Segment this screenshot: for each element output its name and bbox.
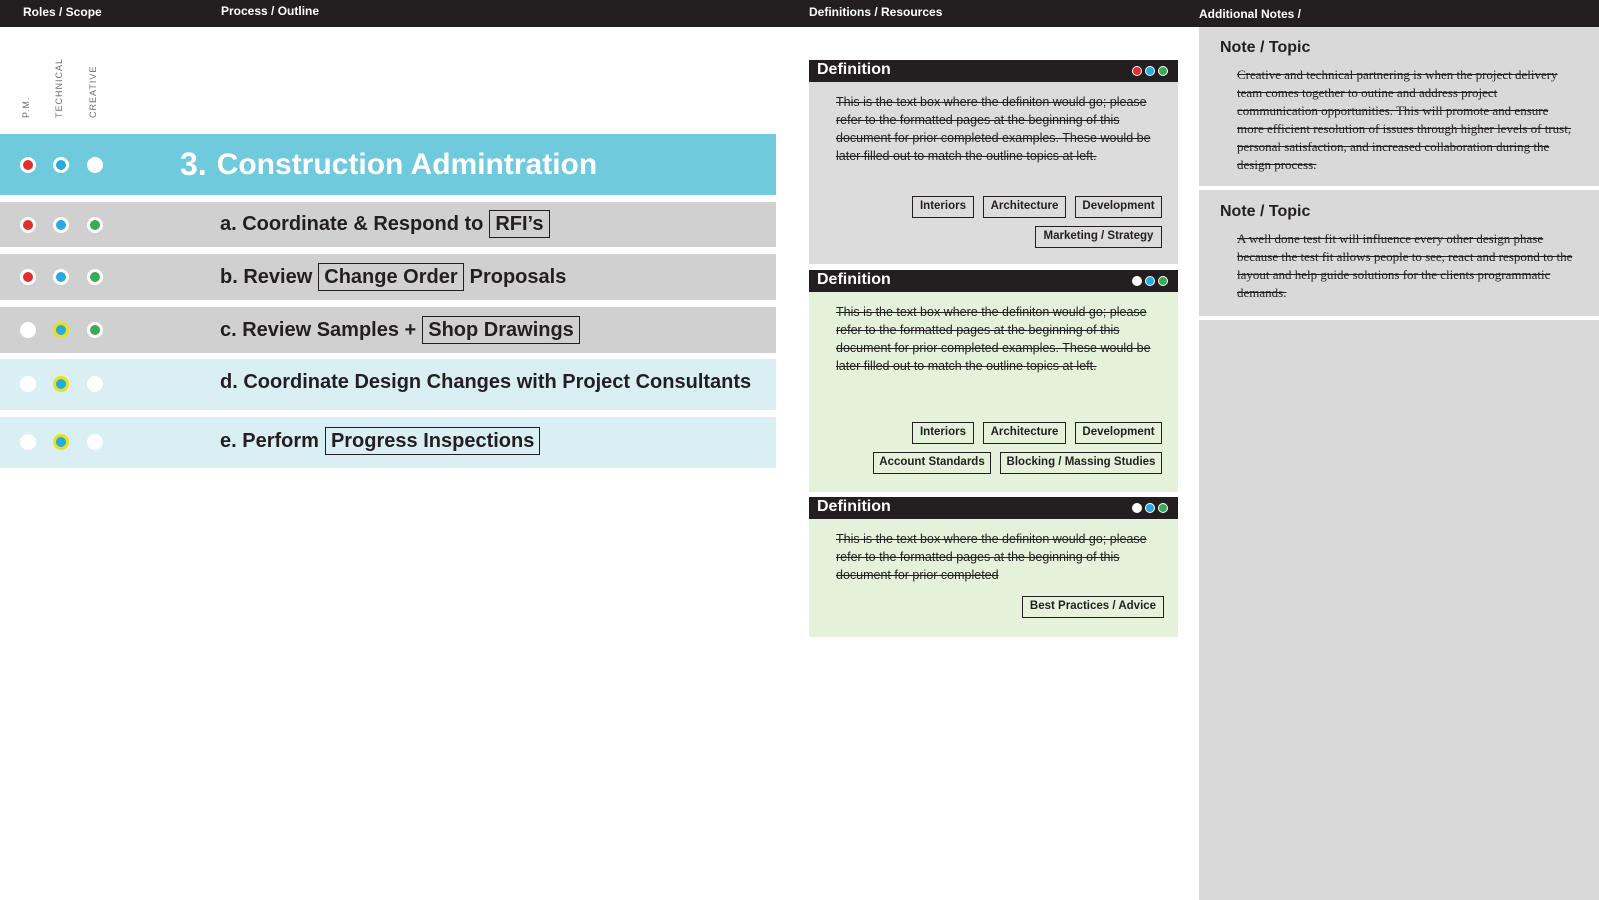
definition-title: Definition (817, 498, 891, 515)
note-title-2: Note / Topic (1220, 203, 1311, 220)
creative-role-dot (87, 376, 103, 392)
role-label-pm-text: P.M. (21, 96, 31, 118)
tag-architecture[interactable]: Architecture (983, 422, 1066, 444)
definition-title: Definition (817, 271, 891, 288)
creative-indicator-dot (1158, 276, 1168, 286)
creative-role-dot (87, 322, 103, 338)
definitions-resources-heading: Definitions / Resources (809, 5, 943, 19)
creative-role-dot (87, 269, 103, 285)
definition-header-1 (809, 60, 1178, 82)
pm-role-dot (20, 434, 36, 450)
tag-development[interactable]: Development (1075, 196, 1162, 218)
section-title: Construction Admintration (216, 147, 598, 181)
tag-architecture[interactable]: Architecture (983, 196, 1066, 218)
definition-text: This is the text box where the definiton would go; please refer to the formatted pages at the beginning of this document for prior completed examples. These would be later filled out to match the outline topics at left. (836, 95, 1151, 163)
technical-role-dot (53, 217, 69, 233)
item-text: c. Review Samples + (220, 318, 417, 341)
pm-role-dot (20, 217, 36, 233)
creative-role-dot (87, 434, 103, 450)
definition-header-2 (809, 270, 1178, 292)
definition-title: Definition (817, 61, 891, 78)
pm-role-dot (20, 376, 36, 392)
item-text: a. Coordinate & Respond to (220, 212, 484, 235)
note-divider (1199, 316, 1599, 320)
process-item-a[interactable] (0, 202, 776, 247)
definition-body-2 (809, 292, 1178, 492)
definition-text: This is the text box where the definiton would go; please refer to the formatted pages at the beginning of this document for prior completed (836, 532, 1147, 582)
section-number: 3. (180, 146, 207, 182)
pm-role-dot (20, 322, 36, 338)
progress-inspections-link[interactable]: Progress Inspections (325, 427, 540, 455)
pm-indicator-dot (1132, 503, 1142, 513)
technical-role-dot (53, 376, 69, 392)
rfis-link[interactable]: RFI’s (489, 210, 549, 238)
role-label-creative (88, 58, 102, 118)
additional-notes-heading: Additional Notes / (1199, 7, 1301, 21)
role-label-technical (54, 58, 68, 118)
note-text-1: Creative and technical partnering is when the project delivery team comes together to outine and address project communication opportunities. This will promote and ensure more efficient resolution of issues through higher levels of trust, personal satisfaction, and increased collaboration during the design process. (1237, 67, 1572, 172)
technical-indicator-dot (1145, 276, 1155, 286)
item-text: e. Perform (220, 429, 319, 452)
technical-indicator-dot (1145, 503, 1155, 513)
process-item-c[interactable] (0, 307, 776, 353)
note-divider (1199, 186, 1599, 190)
creative-indicator-dot (1158, 503, 1168, 513)
note-text-2: A well done test fit will influence every other design phase because the test fit allows people to see, react and respond to the layout and help guide solutions for the clients programmatic demands. (1237, 231, 1573, 300)
role-label-technical-text: TECHNICAL (54, 57, 64, 118)
top-header-bar (0, 0, 1599, 27)
creative-role-dot (87, 157, 103, 173)
technical-indicator-dot (1145, 66, 1155, 76)
definition-header-3 (809, 497, 1178, 519)
note-title-1: Note / Topic (1220, 39, 1311, 56)
shop-drawings-link[interactable]: Shop Drawings (422, 316, 580, 344)
pm-role-dot (20, 269, 36, 285)
process-item-b[interactable] (0, 254, 776, 300)
role-label-pm (21, 58, 35, 118)
definition-body-1 (809, 82, 1178, 264)
process-main-row[interactable] (0, 134, 776, 195)
roles-scope-heading: Roles / Scope (23, 5, 102, 19)
technical-role-dot (53, 322, 69, 338)
tag-account-standards[interactable]: Account Standards (873, 452, 991, 474)
creative-role-dot (87, 217, 103, 233)
definition-body-3 (809, 519, 1178, 637)
pm-indicator-dot (1132, 276, 1142, 286)
process-item-e[interactable] (0, 417, 776, 468)
pm-indicator-dot (1132, 66, 1142, 76)
process-item-d[interactable] (0, 359, 776, 410)
tag-best-practices-advice[interactable]: Best Practices / Advice (1022, 596, 1164, 618)
pm-role-dot (20, 157, 36, 173)
tag-interiors[interactable]: Interiors (912, 422, 974, 444)
item-text: b. Review (220, 265, 313, 288)
technical-role-dot (53, 157, 69, 173)
item-text: d. Coordinate Design Changes with Project Consultants (220, 371, 752, 393)
technical-role-dot (53, 269, 69, 285)
creative-indicator-dot (1158, 66, 1168, 76)
item-text-suffix: Proposals (469, 265, 567, 288)
tag-marketing-strategy[interactable]: Marketing / Strategy (1035, 226, 1162, 248)
definition-text: This is the text box where the definiton would go; please refer to the formatted pages at the beginning of this document for prior completed examples. These would be later filled out to match the outline topics at left. (836, 305, 1151, 373)
tag-blocking-massing-studies[interactable]: Blocking / Massing Studies (1000, 452, 1162, 474)
tag-interiors[interactable]: Interiors (912, 196, 974, 218)
process-outline-heading: Process / Outline (221, 4, 320, 18)
technical-role-dot (53, 434, 69, 450)
change-order-link[interactable]: Change Order (318, 263, 463, 291)
tag-development[interactable]: Development (1075, 422, 1162, 444)
role-label-creative-text: CREATIVE (88, 65, 98, 118)
